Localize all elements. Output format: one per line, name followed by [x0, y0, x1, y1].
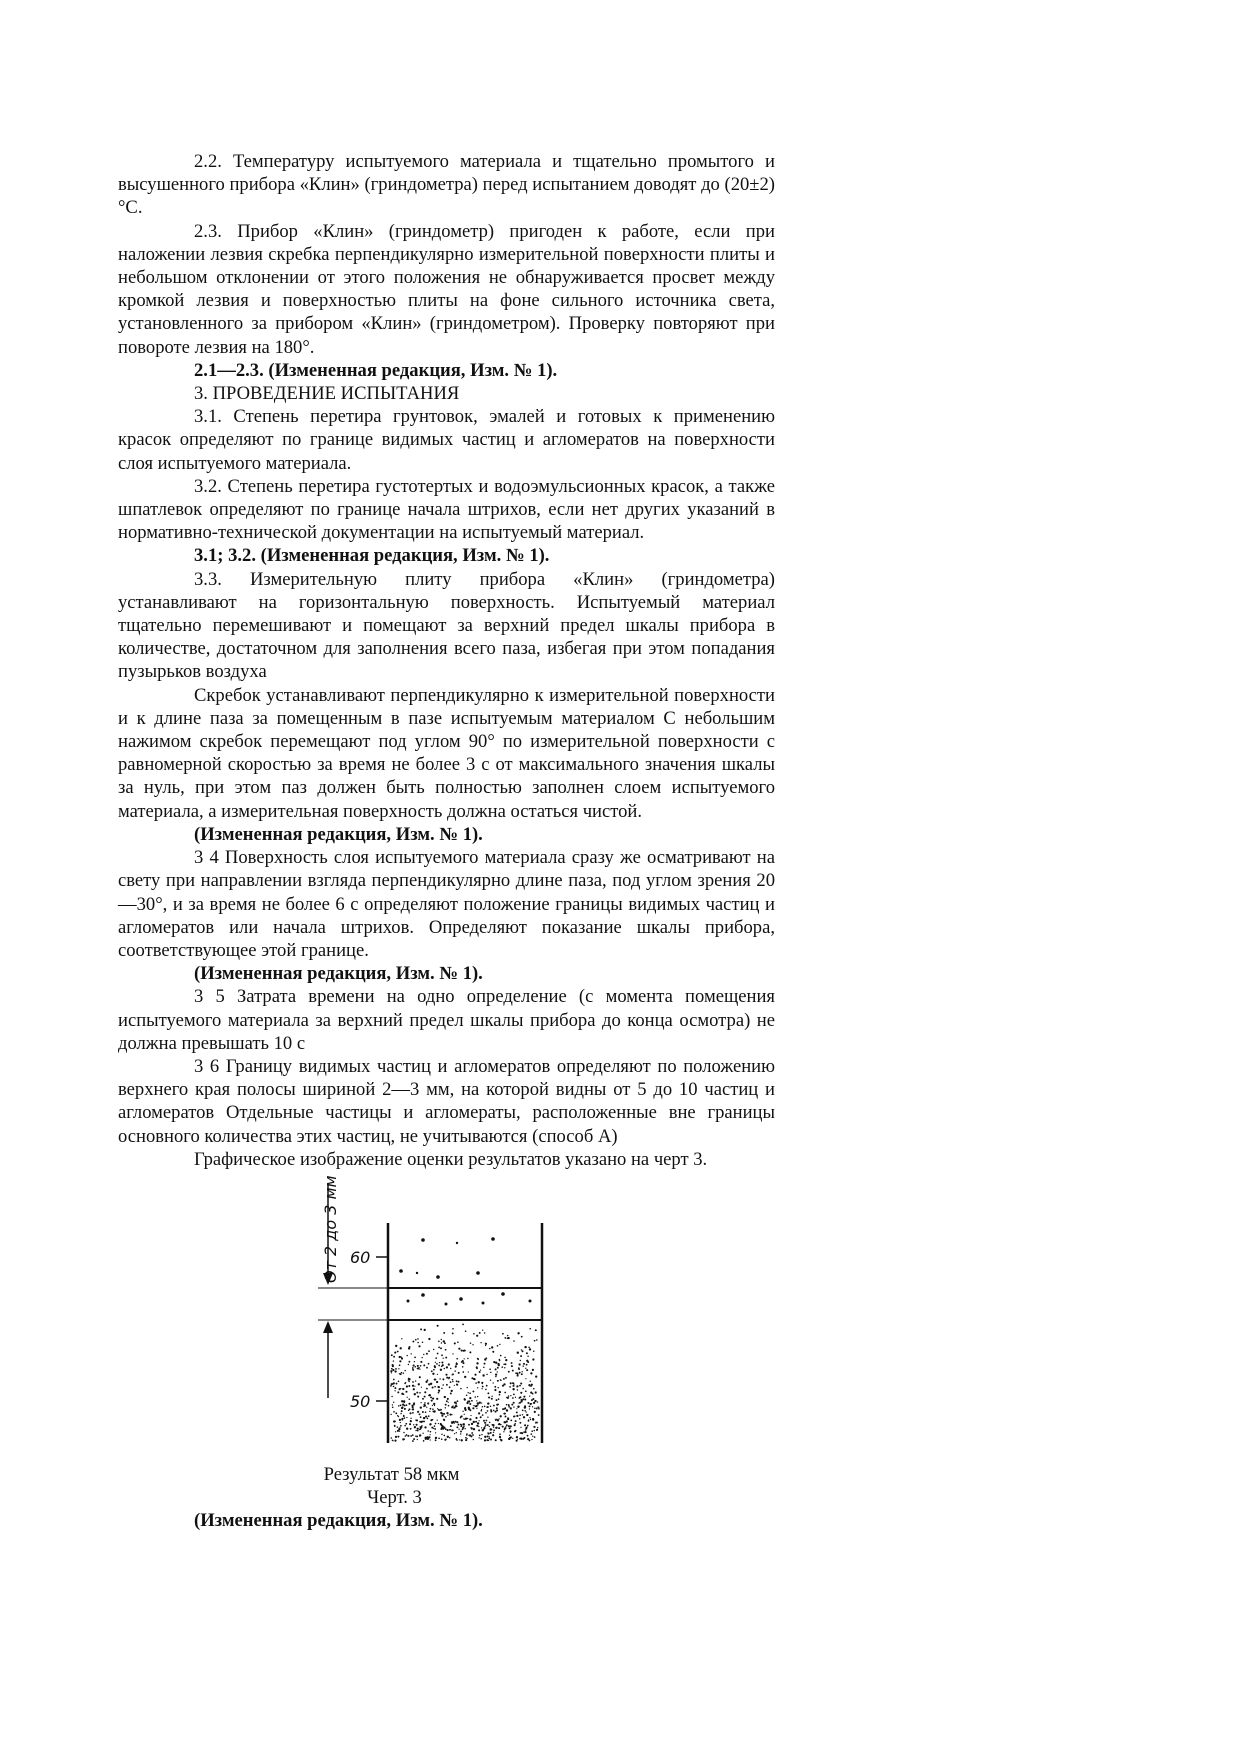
figure-caption: Черт. 3	[367, 1487, 422, 1509]
figure-drawing-3	[118, 1173, 775, 1463]
amendment-note-3-1-3-2: 3.1; 3.2. (Измененная редакция, Изм. № 1).	[194, 545, 550, 567]
paragraph-3-3: 3.3. Измерительную плиту прибора «Клин» (гриндометра) устанавливают на горизонтальную поверхность. Испытуемый материал тщательно перемешивают и помещают за верхний предел шкалы прибора в количестве, достаточном для заполнения всего паза, избегая при этом попадания пузырьков воздуха	[118, 568, 775, 683]
paragraph-3-3-scraper: Скребок устанавливают перпендикулярно к измерительной поверхности и к длине паза за помещенным в пазе испытуемым материалом С небольшим нажимом скребок перемещают под углом 90° по измерительной поверхности с равномерной скоростью за время не более 3 с от максимального значения шкалы за нуль, при этом паз должен быть полностью заполнен слоем испытуемого материала, а измерительная поверхность должна остаться чистой.	[118, 684, 775, 822]
dense-particles	[390, 1323, 540, 1441]
paragraph-2-3: 2.3. Прибор «Клин» (гриндометр) пригоден к работе, если при наложении лезвия скребка перпендикулярно измерительной поверхности плиты и небольшом отклонении от этого положения не обнаруживается просвет между кромкой лезвия и поверхностью плиты на фоне сильного источника света, установленного за прибором «Клин» (гриндометром). Проверку повторяют при повороте лезвия на 180°.	[118, 220, 775, 358]
scale-label-50: 50	[350, 1391, 371, 1411]
paragraph-3-5: 3 5 Затрата времени на одно определение (с момента помещения испытуемого материала за верхний предел шкалы прибора до конца осмотра) не должна превышать 10 с	[118, 986, 775, 1054]
paragraph-3-2: 3.2. Степень перетира густотертых и водоэмульсионных красок, а также шпатлевок определяют по границе начала штрихов, если нет других указаний в нормативно-технической документации на испытуемый материал.	[118, 475, 775, 544]
paragraph-2-2: 2.2. Температуру испытуемого материала и тщательно промытого и высушенного прибора «Клин» (гриндометра) перед испытанием доводят до (20±2)°С.	[118, 151, 775, 219]
amendment-note-2-1-2-3: 2.1—2.3. (Измененная редакция, Изм. № 1).	[194, 359, 558, 381]
grindometer-diagram	[118, 1173, 775, 1463]
scale-label-60: 60	[350, 1247, 371, 1267]
paragraph-3-6: 3 6 Границу видимых частиц и агломератов определяют по положению верхнего края полосы шириной 2—3 мм, на которой видны от 5 до 10 частиц и агломератов Отдельные частицы и агломераты, расположенные вне границы основного количества этих частиц, не учитываются (способ А)	[118, 1055, 775, 1147]
paragraph-graph-reference: Графическое изображение оценки результатов указано на черт 3.	[194, 1148, 708, 1170]
amendment-note-3-3: (Измененная редакция, Изм. № 1).	[194, 823, 483, 845]
figure-result: Результат 58 мкм	[323, 1463, 460, 1485]
document-page	[118, 150, 775, 1533]
amendment-note-final: (Измененная редакция, Изм. № 1).	[194, 1510, 483, 1532]
sparse-particles	[399, 1237, 531, 1305]
section-3-title: 3. ПРОВЕДЕНИЕ ИСПЫТАНИЯ	[194, 383, 460, 405]
amendment-note-3-4: (Измененная редакция, Изм. № 1).	[194, 963, 483, 985]
arrow-up-icon	[323, 1321, 333, 1333]
side-dimension-label: От 2 до 3 мм	[321, 1175, 340, 1283]
paragraph-3-4: 3 4 Поверхность слоя испытуемого материала сразу же осматривают на свету при направлении взгляда перпендикулярно длине паза, под углом зрения 20—30°, и за время не более 6 с определяют положение границы видимых частиц и агломератов или начала штрихов. Определяют показание шкалы прибора, соответствующее этой границе.	[118, 847, 775, 961]
paragraph-3-1: 3.1. Степень перетира грунтовок, эмалей и готовых к применению красок определяют по границе видимых частиц и агломератов на поверхности слоя испытуемого материала.	[118, 406, 775, 474]
